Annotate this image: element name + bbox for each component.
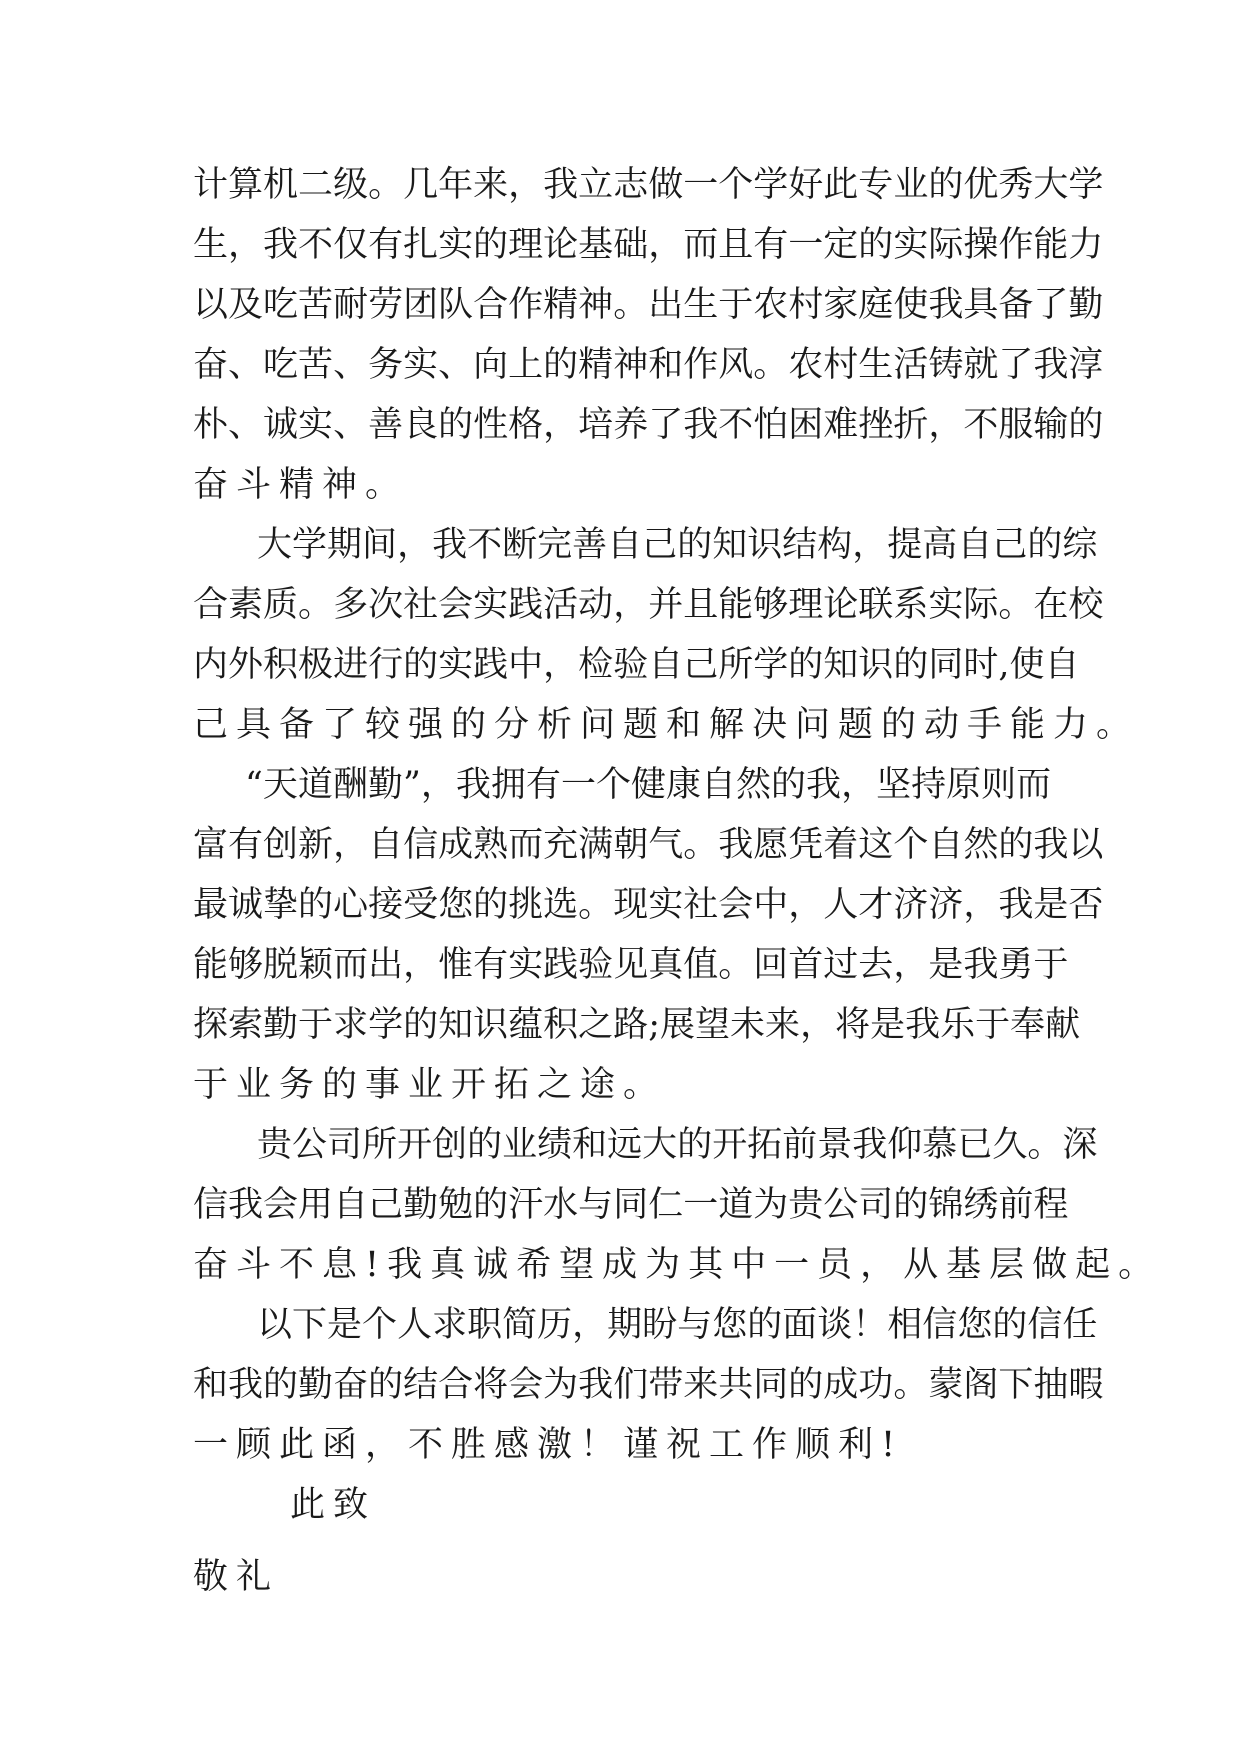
text-line: 生 ， 我 不 仅 有 扎 实 的 理 论 基 础 ， 而 且 有 一 定 的 实 际 操 作 能 力 xyxy=(193,225,1104,265)
closing-salutation: 此致 xyxy=(290,1485,377,1525)
text-line: 以 及 吃 苦 耐 劳 团 队 合 作 精 神 。 出 生 于 农 村 家 庭 使 我 具 备 了 勤 xyxy=(193,285,1104,325)
closing-regards: 敬礼 xyxy=(193,1557,280,1597)
text-line: 信 我 会 用 自 己 勤 勉 的 汗 水 与 同 仁 一 道 为 贵 公 司 的 锦 绣 前 程 xyxy=(193,1185,1069,1225)
text-line: 于业务的事业开拓之途。 xyxy=(193,1065,667,1105)
text-line: 和 我 的 勤 奋 的 结 合 将 会 为 我 们 带 来 共 同 的 成 功 。 蒙 阁 下 抽 暇 xyxy=(193,1365,1104,1405)
text-line: 奋斗精神。 xyxy=(193,465,409,505)
text-line: 大 学 期 间 ， 我 不 断 完 善 自 己 的 知 识 结 构 ， 提 高 自 己 的 综 xyxy=(257,525,1098,565)
text-line: 探 索 勤 于 求 学 的 知 识 蕴 积 之 路 ; 展 望 未 来 ， 将 是 我 乐 于 奉 献 xyxy=(193,1005,1081,1045)
text-line: 以 下 是 个 人 求 职 简 历 ， 期 盼 与 您 的 面 谈 ！ 相 信 您 的 信 任 xyxy=(257,1305,1098,1345)
text-line: 一顾此函，不胜感激！谨祝工作顺利! xyxy=(193,1425,904,1465)
text-line: 最 诚 挚 的 心 接 受 您 的 挑 选 。 现 实 社 会 中 ， 人 才 济 济 ， 我 是 否 xyxy=(193,885,1104,925)
letter-body xyxy=(193,155,1162,1607)
text-line: 内 外 积 极 进 行 的 实 践 中 ， 检 验 自 己 所 学 的 知 识 的 同 时 , 使 自 xyxy=(193,645,1080,685)
text-line: 富 有 创 新 ， 自 信 成 熟 而 充 满 朝 气 。 我 愿 凭 着 这 个 自 然 的 我 以 xyxy=(193,825,1104,865)
text-line: 合 素 质 。 多 次 社 会 实 践 活 动 ， 并 且 能 够 理 论 联 系 实 际 。 在 校 xyxy=(193,585,1104,625)
text-line: 能 够 脱 颖 而 出 ， 惟 有 实 践 验 见 真 值 。 回 首 过 去 ， 是 我 勇 于 xyxy=(193,945,1069,985)
text-line: 奋 、 吃 苦 、 务 实 、 向 上 的 精 神 和 作 风 。 农 村 生 活 铸 就 了 我 淳 xyxy=(193,345,1104,385)
text-line: 朴 、 诚 实 、 善 良 的 性 格 ， 培 养 了 我 不 怕 困 难 挫 折 ， 不 服 输 的 xyxy=(193,405,1104,445)
text-line: 奋斗不息!我真诚希望成为其中一员，从基层做起。 xyxy=(193,1245,1162,1285)
letter-paragraphs xyxy=(193,155,1162,1475)
text-line: 计 算 机 二 级 。 几 年 来 ， 我 立 志 做 一 个 学 好 此 专 业 的 优 秀 大 学 xyxy=(193,165,1104,205)
text-line: “ 天 道 酬 勤 ” ， 我 拥 有 一 个 健 康 自 然 的 我 ， 坚 持 原 则 而 xyxy=(245,765,1052,805)
text-line: 己具备了较强的分析问题和解决问题的动手能力。 xyxy=(193,705,1140,745)
text-line: 贵 公 司 所 开 创 的 业 绩 和 远 大 的 开 拓 前 景 我 仰 慕 已 久 。 深 xyxy=(257,1125,1098,1165)
